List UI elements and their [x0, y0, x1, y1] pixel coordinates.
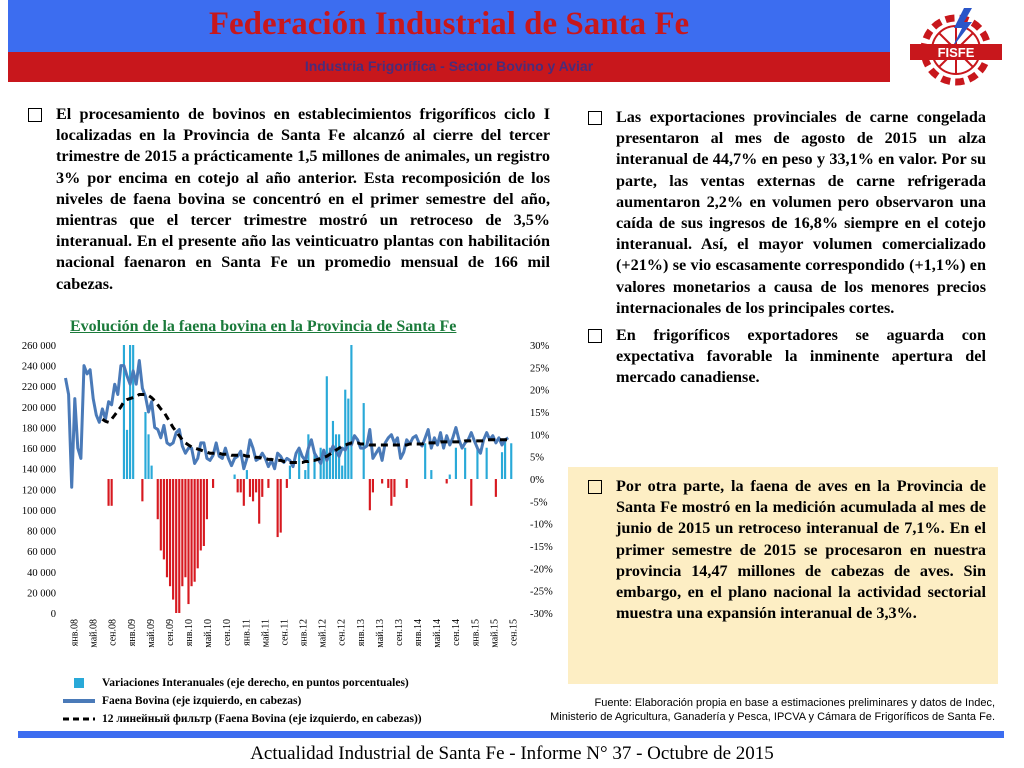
- variation-bar: [111, 479, 113, 506]
- yellow-text-block: [586, 476, 986, 624]
- x-tick-label: май.14: [432, 619, 444, 648]
- variation-bar: [350, 345, 352, 479]
- variation-bar: [335, 434, 337, 479]
- list-item: [586, 476, 986, 624]
- source-line-1: Fuente: Elaboración propia en base a estimaciones preliminares y datos de Indec,: [594, 697, 995, 709]
- left-text-block: [26, 104, 550, 295]
- variation-bar: [326, 376, 328, 479]
- legend-swatch-line: [62, 695, 96, 707]
- variation-bar: [147, 434, 149, 479]
- header-left-strip: [0, 0, 8, 52]
- variation-bar: [240, 479, 242, 492]
- variation-bar: [249, 479, 251, 497]
- variation-bar: [126, 430, 128, 479]
- variation-bar: [363, 403, 365, 479]
- chart-title: Evolución de la faena bovina en la Provincia de Santa Fe: [70, 318, 457, 335]
- variation-bar: [178, 479, 180, 613]
- variation-bar: [181, 479, 183, 586]
- variation-bar: [495, 479, 497, 497]
- right-paragraph-1: Las exportaciones provinciales de carne congelada presentaron al mes de agosto de 2015 un alza interanual de 44,7% en peso y 33,1% en valor. Por su parte, las ventas externas de carne refrigerada aumentaron 2,2% en volumen pero observaron una caída de sus ingresos de 16,8% siempre en el cotejo interanual. Así, el mayor volumen comercializado (+21%) se vio escasamente correspondido (+1,1%) en valores monetarios a causa de los menores precios internacionales de los principales cortes.: [616, 108, 986, 317]
- legend-item: [62, 692, 422, 710]
- x-tick-label: сен.12: [336, 619, 348, 646]
- y-left-tick-label: 240 000: [21, 361, 56, 373]
- fisfe-logo: [906, 6, 1006, 88]
- lightning-icon: [952, 8, 972, 48]
- variation-bar: [157, 479, 159, 519]
- variation-bar: [449, 475, 451, 479]
- variation-bar: [267, 479, 269, 488]
- variation-bar: [190, 479, 192, 586]
- y-right-tick-label: -15%: [530, 542, 553, 553]
- variation-bar: [304, 470, 306, 479]
- variation-bar: [197, 479, 199, 568]
- variation-bar: [406, 479, 408, 488]
- variation-bar: [381, 479, 383, 483]
- checkbox-bullet-icon: [588, 329, 602, 343]
- legend-swatch-dashed: [62, 713, 96, 725]
- checkbox-bullet-icon: [588, 111, 602, 125]
- variation-bar: [212, 479, 214, 488]
- variation-bar: [132, 345, 134, 479]
- variation-bar: [430, 470, 432, 479]
- variation-bar: [470, 479, 472, 506]
- x-tick-label: май.15: [489, 619, 501, 648]
- variation-bar: [203, 479, 205, 546]
- y-right-tick-label: 5%: [530, 452, 544, 464]
- variation-bar: [141, 479, 143, 501]
- y-left-tick-label: 20 000: [27, 588, 56, 600]
- variation-bar: [298, 452, 300, 479]
- variation-bar: [160, 479, 162, 550]
- variation-bar: [172, 479, 174, 600]
- legend-item: [62, 674, 422, 692]
- y-right-tick-label: -30%: [530, 609, 553, 620]
- variation-bar: [280, 479, 282, 533]
- variation-bar: [289, 466, 291, 479]
- y-right-tick-label: 20%: [530, 385, 550, 397]
- y-left-tick-label: 0: [50, 609, 56, 620]
- variation-bar: [246, 470, 248, 479]
- variation-bar: [252, 479, 254, 501]
- y-left-tick-label: 200 000: [21, 402, 56, 414]
- variation-bar: [200, 479, 202, 550]
- variation-bar: [277, 479, 279, 537]
- variation-bar: [206, 479, 208, 519]
- variation-bar: [341, 466, 343, 479]
- y-left-tick-label: 140 000: [21, 464, 56, 476]
- variation-bar: [234, 475, 236, 479]
- logo-text: FISFE: [937, 45, 975, 60]
- legend-label: Faena Bovina (eje izquierdo, en cabezas): [102, 695, 302, 707]
- y-left-tick-label: 100 000: [21, 505, 56, 517]
- y-left-tick-label: 180 000: [21, 423, 56, 435]
- page-subtitle: Industria Frigorífica - Sector Bovino y Aviar: [304, 58, 594, 74]
- y-right-tick-label: -10%: [530, 519, 553, 531]
- variation-bar: [313, 452, 315, 479]
- trend-line: [102, 395, 508, 463]
- list-item: [586, 107, 986, 319]
- x-tick-label: янв.09: [126, 619, 138, 647]
- x-tick-label: янв.15: [470, 619, 482, 647]
- variation-bar: [243, 479, 245, 506]
- list-item: [586, 325, 986, 389]
- variation-bar: [307, 434, 309, 479]
- variation-bar: [338, 434, 340, 479]
- variation-bar: [184, 479, 186, 577]
- y-left-tick-label: 160 000: [21, 444, 56, 456]
- y-left-tick-label: 220 000: [21, 382, 56, 394]
- variation-bar: [476, 448, 478, 479]
- page-title: Federación Industrial de Santa Fe: [208, 6, 690, 42]
- variation-bar: [510, 443, 512, 479]
- variation-bar: [129, 345, 131, 479]
- y-left-tick-label: 40 000: [27, 567, 56, 579]
- x-tick-label: май.13: [374, 619, 386, 648]
- legend-swatch-bar: [62, 677, 96, 689]
- x-tick-label: янв.12: [298, 619, 310, 647]
- variation-bar: [344, 390, 346, 479]
- x-tick-label: янв.10: [184, 619, 196, 647]
- x-tick-label: янв.11: [241, 619, 253, 646]
- y-right-tick-label: -25%: [530, 586, 553, 598]
- list-item: [26, 104, 550, 295]
- right-text-block: [586, 107, 986, 389]
- x-tick-label: сен.10: [222, 619, 234, 646]
- y-right-tick-label: 30%: [530, 341, 550, 352]
- source-note: [520, 696, 995, 724]
- y-right-tick-label: 0%: [530, 475, 544, 486]
- variation-bar: [123, 345, 125, 479]
- x-tick-label: май.12: [317, 619, 329, 648]
- checkbox-bullet-icon: [588, 480, 602, 494]
- right-paragraph-2: En frigoríficos exportadores se aguarda con expectativa favorable la inminente apertura del mercado canadiense.: [616, 326, 986, 387]
- variation-bar: [446, 479, 448, 483]
- faena-line: [66, 361, 509, 488]
- variation-bar: [323, 457, 325, 479]
- variation-bar: [255, 479, 257, 492]
- footer-bar: [18, 731, 1004, 738]
- x-tick-label: май.10: [203, 619, 215, 648]
- variation-bar: [320, 448, 322, 479]
- variation-bar: [237, 479, 239, 492]
- y-right-tick-label: -5%: [530, 497, 548, 509]
- y-right-tick-label: 25%: [530, 363, 550, 375]
- x-tick-label: сен.15: [508, 619, 520, 646]
- variation-bar: [169, 479, 171, 586]
- y-left-tick-label: 80 000: [27, 526, 56, 538]
- x-tick-label: сен.14: [451, 619, 463, 646]
- variation-bar: [504, 439, 506, 479]
- x-tick-label: янв.08: [69, 619, 81, 647]
- x-tick-label: янв.14: [413, 619, 425, 647]
- variation-bar: [187, 479, 189, 604]
- variation-bar: [151, 466, 153, 479]
- variation-bar: [393, 479, 395, 497]
- variation-bar: [258, 479, 260, 524]
- variation-bar: [390, 479, 392, 506]
- chart-legend: [62, 674, 422, 728]
- checkbox-bullet-icon: [28, 108, 42, 122]
- footer-text: Actualidad Industrial de Santa Fe - Informe N° 37 - Octubre de 2015: [250, 743, 774, 764]
- variation-bar: [369, 479, 371, 510]
- y-left-tick-label: 260 000: [21, 341, 56, 352]
- variation-bar: [286, 479, 288, 488]
- variation-bar: [194, 479, 196, 582]
- legend-label: 12 линейный фильтр (Faena Bovina (eje izquierdo, en cabezas)): [102, 713, 422, 725]
- variation-bar: [424, 443, 426, 479]
- variation-bar: [107, 479, 109, 506]
- source-line-2: Ministerio de Agricultura, Ganadería y Pesca, IPCVA y Cámara de Frigoríficos de Santa Fe.: [550, 711, 995, 723]
- legend-item: [62, 710, 422, 728]
- variation-bar: [175, 479, 177, 613]
- variation-bar: [332, 421, 334, 479]
- variation-bar: [166, 479, 168, 577]
- y-left-tick-label: 120 000: [21, 485, 56, 497]
- variation-bar: [501, 452, 503, 479]
- variation-bar: [486, 448, 488, 479]
- y-right-tick-label: 15%: [530, 408, 550, 419]
- x-tick-label: янв.13: [355, 619, 367, 647]
- variation-bar: [347, 399, 349, 479]
- variation-bar: [163, 479, 165, 559]
- yellow-paragraph: Por otra parte, la faena de aves en la Provincia de Santa Fe mostró en la medición acumulada al mes de junio de 2015 un retroceso interanual de 7,1%. En el primer semestre de 2015 se procesaron en nuestra provincia 14,47 millones de cabezas de aves. Sin embargo, en el plano nacional la actividad sectorial muestra una expansión interanual de 3,3%.: [616, 477, 986, 623]
- x-tick-label: сен.11: [279, 619, 291, 646]
- x-tick-label: май.11: [260, 619, 272, 648]
- x-tick-label: сен.08: [107, 619, 119, 646]
- y-right-tick-label: -20%: [530, 564, 553, 576]
- variation-bar: [464, 448, 466, 479]
- legend-label: Variaciones Interanuales (eje derecho, en puntos porcentuales): [102, 677, 409, 689]
- x-tick-label: май.09: [145, 619, 157, 648]
- x-tick-label: сен.09: [164, 619, 176, 646]
- variation-bar: [455, 448, 457, 479]
- variation-bar: [329, 448, 331, 479]
- x-tick-label: май.08: [88, 619, 100, 648]
- variation-bar: [261, 479, 263, 497]
- x-tick-label: сен.13: [393, 619, 405, 646]
- y-right-tick-label: 10%: [530, 430, 550, 442]
- variation-bar: [387, 479, 389, 488]
- y-left-tick-label: 60 000: [27, 547, 56, 559]
- left-paragraph: El procesamiento de bovinos en establecimientos frigoríficos ciclo I localizadas en la Provincia de Santa Fe alcanzó al cierre del tercer trimestre de 2015 a prácticamente 1,5 millones de animales, un registro 3% por encima en cotejo al año anterior. Esta recomposición de los niveles de faena bovina se concentró en el primer semestre del año, mientras que el tercer trimestre mostró un retroceso de 3,5% interanual. En el presente año las veinticuatro plantas con habilitación nacional faenaron en Santa Fe un promedio mensual de 166 mil cabezas.: [56, 105, 550, 293]
- variation-bar: [144, 412, 146, 479]
- variation-bar: [372, 479, 374, 492]
